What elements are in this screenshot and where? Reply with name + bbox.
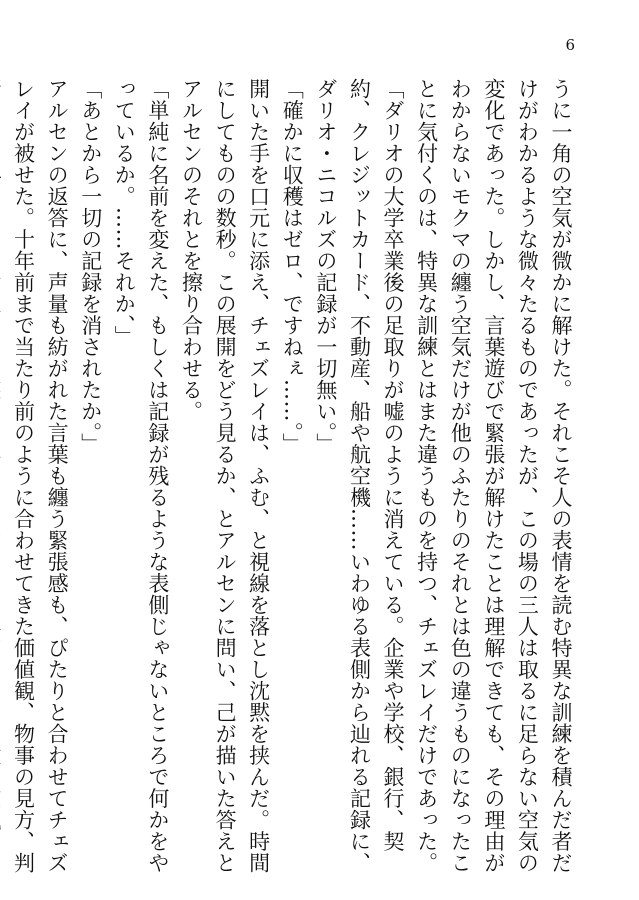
paragraph: うに一角の空気が微かに解けた。それこそ人の表情を読む特異な訓練を積んだ者だけがわかるような微々たるものであったが、この場の三人は取るに足らない空気の変化であった。しかし、言葉遊びで緊張が解けたことは理解できても、その理由がわからないモクマの纏う空気だけが他のふたりのそれとは色の違うものになったことに気付くのは、特異な訓練とはまた違うものを持つ、チェズレイだけであった。 [414, 78, 573, 874]
vertical-text-body [11, 78, 577, 878]
paragraph: 「あとから一切の記録を消されたか。」 [78, 78, 103, 455]
page-number: 6 [565, 36, 575, 54]
paragraph: アルセンの返答に、声量も紡がれた言葉も纏う緊張感も、ぴたりと合わせてチェズレイが被せた。十年前まで当たり前のように合わせてきた価値観、物事の見方、判 [11, 78, 70, 874]
paragraph: 「確かに収穫はゼロ、ですねぇ……。」 [280, 78, 305, 455]
paragraph: 開いた手を口元に添え、チェズレイは、ふむ、と視線を落とし沈黙を挟んだ。時間にしてものの数秒。この展開をどう見るか、とアルセンに問い、己が描いた答えとアルセンのそれとを擦り合わせる。 [179, 78, 271, 874]
paragraph: 「単純に名前を変えた、もしくは記録が残るような表側じゃないところで何かをやっているか。……それか、」 [112, 78, 170, 874]
paragraph: 「ダリオの大学卒業後の足取りが嘘のように消えている。企業や学校、銀行、契約、クレジットカード、不動産、船や航空機……いわゆる表側から辿れる記録に、ダリオ・ニコルズの記録が一切無い。」 [313, 78, 406, 874]
